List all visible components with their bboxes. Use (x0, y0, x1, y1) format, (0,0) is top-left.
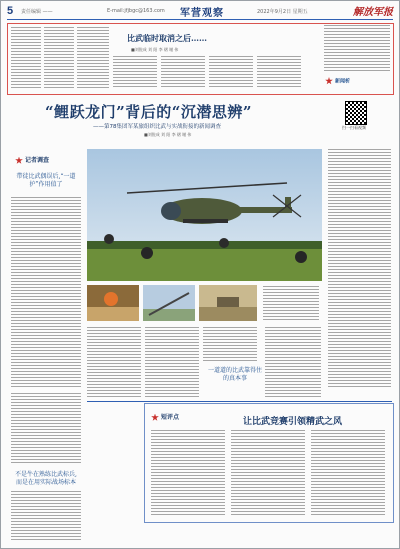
qr-caption: 扫一扫看视频 (342, 125, 366, 130)
text-column (151, 430, 225, 516)
section-label-commentary: 短评点 (151, 412, 179, 422)
photo-caption (263, 286, 319, 320)
photo-small-3[interactable] (199, 285, 257, 321)
section-label-investigation: 记者调查 (15, 155, 49, 165)
pull-quote-2: 一道道的比武靠得住的真本事 (207, 367, 262, 382)
text-column (11, 393, 81, 463)
text-column (11, 491, 81, 541)
text-column (209, 56, 253, 89)
text-column (87, 327, 141, 397)
page-number: 5 (7, 5, 14, 17)
text-column (257, 56, 301, 89)
star-icon (15, 157, 23, 165)
text-column (231, 430, 305, 516)
main-headline: “鲤跃龙门”背后的“沉潜思辨” (45, 103, 253, 121)
star-icon (151, 414, 159, 422)
photo-small-1[interactable] (87, 285, 139, 321)
top-article-title: 比武临时取消之后…… (127, 33, 207, 43)
corner-label: 新闻析 (325, 77, 350, 85)
text-column (324, 25, 390, 73)
star-icon (325, 77, 333, 85)
main-byline: ■刘锐成 刘 阳 李 熠 谢 伟 (144, 132, 192, 137)
pull-quote-3: 不是牛在熟练比武标兵,而是在用实际战场标本 (15, 471, 77, 486)
page-header (7, 5, 393, 20)
text-column (328, 149, 391, 389)
text-column (77, 27, 109, 89)
text-column (145, 327, 199, 397)
commentary-title: 让比武竞赛引领精武之风 (243, 417, 343, 427)
top-article-byline: ■刘锐成 刘 阳 李 熠 谢 伟 (131, 47, 179, 52)
qr-code-icon[interactable] (345, 101, 367, 125)
text-column (11, 27, 41, 89)
helicopter-photo[interactable] (87, 149, 322, 281)
text-column (44, 27, 74, 89)
editor-line: 责任编辑 —— (21, 9, 53, 15)
text-column (113, 56, 157, 89)
text-column (265, 327, 321, 397)
photo-small-2[interactable] (143, 285, 195, 321)
text-column (11, 197, 81, 387)
section-title: 军营观察 (180, 8, 224, 19)
main-subheadline: ——第78集团军某旅组织比武与实战衔接的新闻调查 (93, 124, 222, 130)
masthead-logo: 解放军报 (353, 7, 393, 18)
commentary-box[interactable] (144, 403, 394, 523)
text-column (161, 56, 205, 89)
pull-quote-1: 带徒比武偶误后,“一道护”作用值了 (16, 173, 76, 188)
text-column (311, 430, 385, 516)
text-column (203, 327, 257, 363)
date-line: 2022年9月2日 星期五 (257, 9, 308, 15)
email-line: E-mail:jfjbgc@163.com (107, 8, 165, 14)
divider (87, 401, 392, 402)
